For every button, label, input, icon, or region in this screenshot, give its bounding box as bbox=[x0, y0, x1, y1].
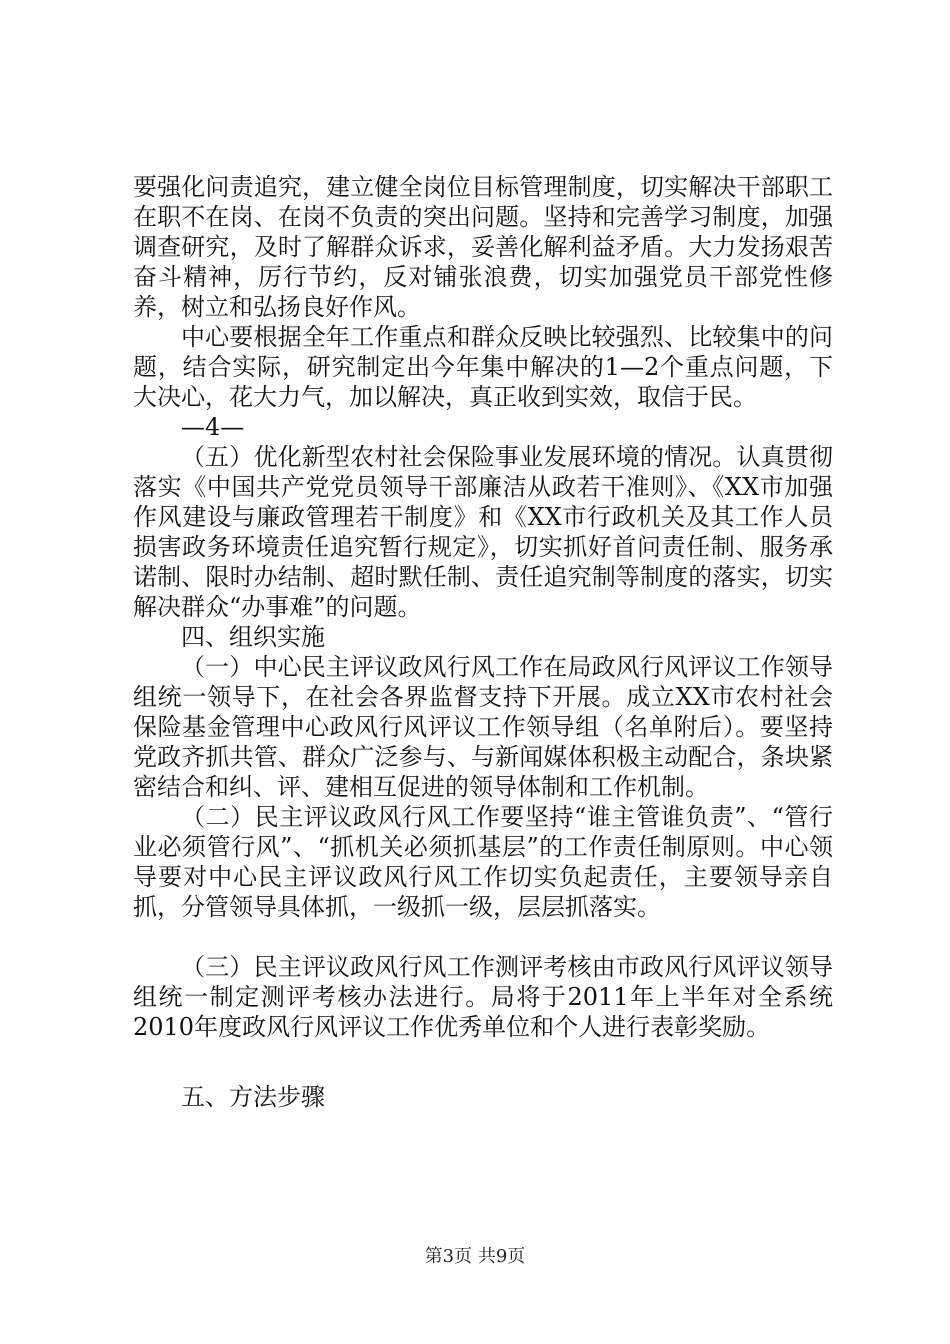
paragraph-item-three: （三）民主评议政风行风工作测评考核由市政风行风评议领导组统一制定测评考核办法进行。局将于2011年上半年对全系统2010年度政风行风评议工作优秀单位和个人进行表彰奖励。 bbox=[133, 953, 833, 1041]
paragraph-section-five: （五）优化新型农村社会保险事业发展环境的情况。认真贯彻落实《中国共产党党员领导干部廉洁从政若干准则》、《XX市加强作风建设与廉政管理若干制度》和《XX市行政机关及其工作人员损害政务环境责任追究暂行规定》，切实抓好首问责任制、服务承诺制、限时办结制、超时默任制、责任追究制等制度的落实，切实解决群众“办事难”的问题。 bbox=[133, 443, 833, 621]
document-body bbox=[133, 172, 833, 1112]
page-number: 第3页 共9页 bbox=[424, 1246, 526, 1267]
paragraph-item-one: （一）中心民主评议政风行风工作在局政风行风评议工作领导组统一领导下，在社会各界监督支持下开展。成立XX市农村社会保险基金管理中心政风行风评议工作领导组（名单附后）。要坚持党政齐抓共管、群众广泛参与、与新闻媒体积极主动配合，条块紧密结合和纠、评、建相互促进的领导体制和工作机制。 bbox=[133, 653, 833, 801]
heading-organization: 四、组织实施 bbox=[181, 623, 325, 651]
paragraph-style-requirements: 要强化问责追究，建立健全岗位目标管理制度，切实解决干部职工在职不在岗、在岗不负责的突出问题。坚持和完善学习制度，加强调查研究，及时了解群众诉求，妥善化解利益矛盾。大力发扬艰苦奋斗精神，厉行节约，反对铺张浪费，切实加强党员干部党性修养，树立和弘扬良好作风。 bbox=[133, 173, 833, 321]
heading-methods: 五、方法步骤 bbox=[181, 1083, 325, 1111]
page-marker: —4— bbox=[181, 413, 245, 441]
paragraph-item-two: （二）民主评议政风行风工作要坚持“谁主管谁负责”、“管行业必须管行风”、“抓机关必须抓基层”的工作责任制原则。中心领导要对中心民主评议政风行风工作切实负起责任，主要领导亲自抓，分管领导具体抓，一级抓一级，层层抓落实。 bbox=[133, 803, 833, 921]
paragraph-key-problems: 中心要根据全年工作重点和群众反映比较强烈、比较集中的问题，结合实际，研究制定出今年集中解决的1—2个重点问题，下大决心，花大力气，加以解决，真正收到实效，取信于民。 bbox=[133, 323, 833, 411]
page-footer bbox=[0, 1246, 950, 1268]
